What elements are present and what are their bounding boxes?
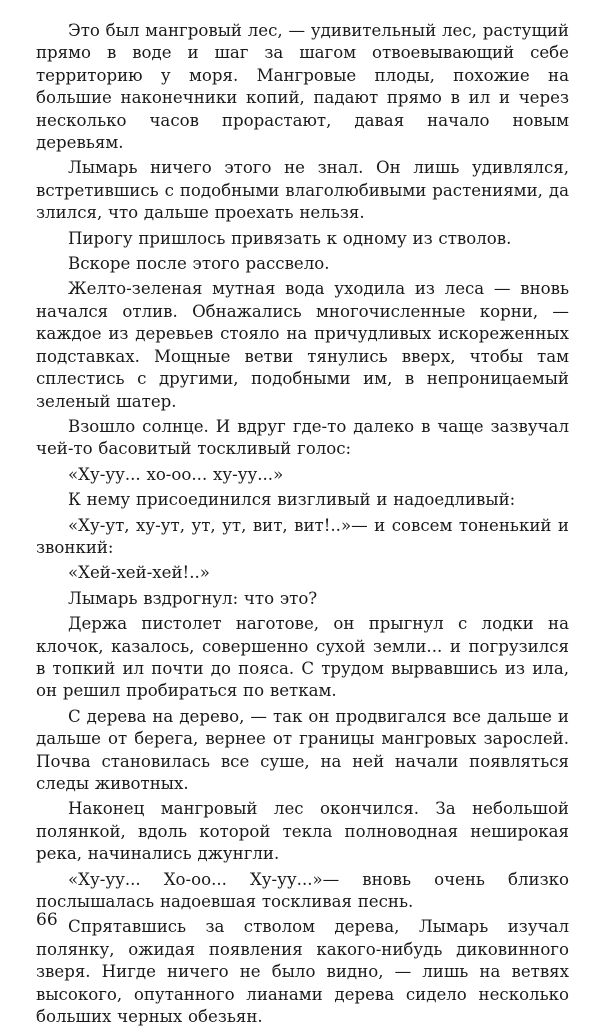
paragraph: «Ху-ут, ху-ут, ут, ут, вит, вит!..»— и совсем тоненький и звонкий:: [36, 515, 569, 557]
paragraph: Это был мангровый лес, — удивительный лес, растущий прямо в воде и шаг за шагом отвоевывающий себе территорию у моря. Мангровые плоды, похожие на большие наконечники копий, падают прямо в ил и через несколько часов прорастают, давая начало новым деревьям.: [36, 21, 569, 153]
paragraph: «Ху-уу... хо-оо... ху-уу...»: [68, 464, 284, 484]
paragraph: Наконец мангровый лес окончился. За небольшой полянкой, вдоль которой текла полноводная неширокая река, начинались джунгли.: [36, 799, 569, 864]
page-number: 66: [36, 910, 58, 930]
paragraph: С дерева на дерево, — так он продвигался все дальше и дальше от берега, вернее от границы мангровых зарослей. Почва становилась все суше, на ней начали появляться следы животных.: [36, 706, 569, 793]
page-body: [36, 20, 569, 1031]
paragraph: Пирогу пришлось привязать к одному из стволов.: [68, 228, 512, 248]
paragraph: Взошло солнце. И вдруг где-то далеко в чаще зазвучал чей-то басовитый тоскливый голос:: [36, 416, 569, 459]
paragraph: «Хей-хей-хей!..»: [68, 563, 210, 583]
paragraph: «Ху-уу... Хо-оо... Ху-уу...»— вновь очень близко послышалась надоевшая тоскливая песнь.: [36, 869, 569, 912]
paragraph: Спрятавшись за стволом дерева, Лымарь изучал полянку, ожидая появления какого-нибудь диковинного зверя. Нигде ничего не было видно, — лишь на ветвях высокого, опутанного лианами дерева сидело несколько больших черных обезьян.: [36, 917, 569, 1027]
paragraph: Лымарь вздрогнул: что это?: [68, 588, 318, 608]
paragraph: Лымарь ничего этого не знал. Он лишь удивлялся, встретившись с подобными влаголюбивыми растениями, да злился, что дальше проехать нельзя.: [36, 158, 569, 223]
paragraph: К нему присоединился визгливый и надоедливый:: [68, 490, 516, 510]
paragraph: Желто-зеленая мутная вода уходила из леса — вновь начался отлив. Обнажались многочисленные корни, — каждое из деревьев стояло на причудливых искореженных подставках. Мощные ветви тянулись вверх, чтобы там сплестись с другими, подобными им, в непроницаемый зеленый шатер.: [36, 279, 569, 411]
paragraph: Держа пистолет наготове, он прыгнул с лодки на клочок, казалось, совершенно сухой земли... и погрузился в топкий ил почти до пояса. С трудом вырвавшись из ила, он решил пробираться по веткам.: [36, 614, 569, 701]
paragraph: Вскоре после этого рассвело.: [68, 254, 330, 274]
